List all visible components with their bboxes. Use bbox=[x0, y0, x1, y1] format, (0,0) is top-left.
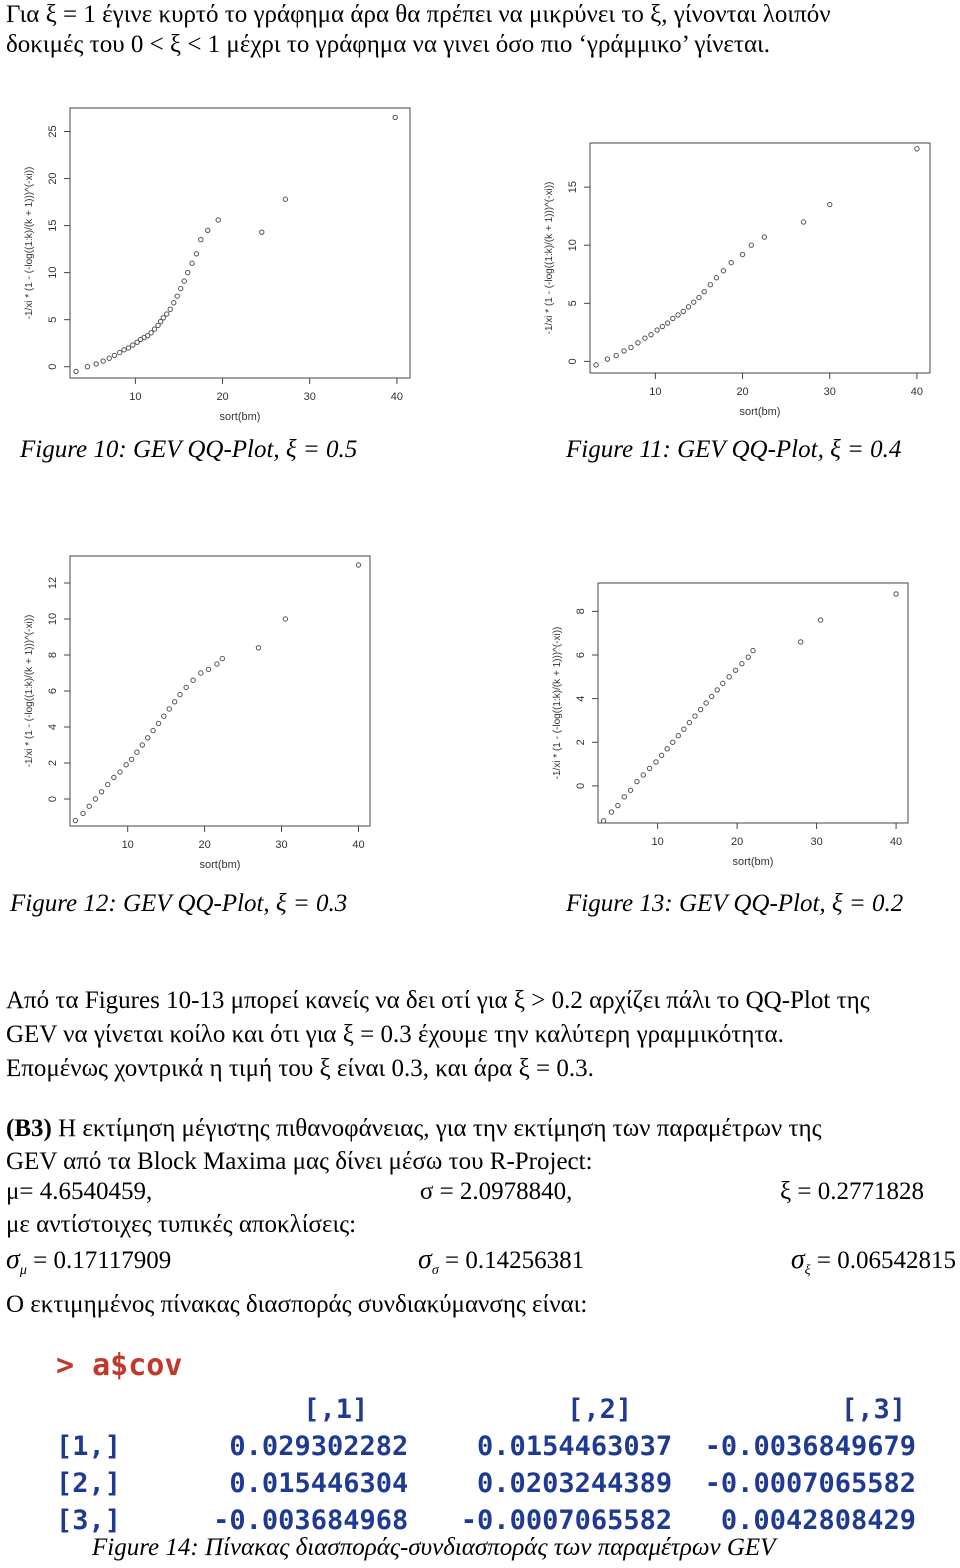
y-tick-label: 12 bbox=[47, 576, 59, 590]
x-tick-label: 40 bbox=[889, 836, 903, 848]
data-point bbox=[751, 648, 755, 652]
data-point bbox=[135, 750, 139, 754]
data-point bbox=[162, 714, 166, 718]
r-console-cov-output bbox=[56, 1348, 916, 1534]
data-point bbox=[709, 694, 713, 698]
x-tick-label: 10 bbox=[651, 836, 664, 848]
data-point bbox=[692, 300, 696, 304]
data-point bbox=[168, 307, 172, 311]
se-xi-value: = 0.06542815 bbox=[810, 1247, 956, 1274]
data-point bbox=[616, 803, 620, 807]
x-tick-label: 20 bbox=[198, 839, 211, 851]
se-sigma bbox=[418, 1244, 584, 1276]
data-point bbox=[283, 617, 287, 621]
x-tick-label: 20 bbox=[730, 836, 744, 848]
data-point bbox=[215, 662, 219, 666]
qq-plot-figure-12-svg bbox=[20, 548, 380, 888]
data-point bbox=[220, 656, 224, 660]
mu-estimate: μ= 4.6540459, bbox=[6, 1178, 153, 1205]
data-point bbox=[172, 700, 176, 704]
data-point bbox=[175, 294, 179, 298]
cov-cell: -0.0007065582 bbox=[704, 1468, 916, 1499]
y-axis-label: -1/xi * (1 - (-log((1:k)/(k + 1)))^(-xi)) bbox=[24, 166, 35, 320]
data-point bbox=[112, 775, 116, 779]
x-tick-label: 30 bbox=[303, 391, 316, 403]
data-point bbox=[609, 810, 613, 814]
data-point bbox=[199, 238, 203, 242]
cov-cell: -0.0007065582 bbox=[460, 1505, 673, 1536]
data-point bbox=[801, 220, 805, 224]
data-point bbox=[152, 327, 156, 331]
cov-row-label: [1,] bbox=[56, 1431, 122, 1462]
data-point bbox=[697, 295, 701, 299]
qq-plot-figure-11-svg bbox=[540, 135, 940, 435]
y-tick-label: 0 bbox=[47, 795, 59, 803]
data-point bbox=[161, 316, 165, 320]
x-tick-label: 10 bbox=[121, 839, 134, 851]
data-point bbox=[356, 563, 360, 567]
data-point bbox=[145, 736, 149, 740]
qq-plot-figure-13 bbox=[548, 575, 918, 885]
data-point bbox=[655, 328, 659, 332]
conclusion-line-2: GEV να γίνεται κοίλο και ότι για ξ = 0.3 έχουμε την καλύτερη γραμμικότητα. bbox=[6, 1021, 784, 1048]
data-point bbox=[715, 688, 719, 692]
data-point bbox=[676, 734, 680, 738]
x-tick-label: 20 bbox=[736, 386, 749, 398]
x-axis-label: sort(bm) bbox=[199, 859, 241, 871]
b3-line-2: GEV από τα Block Maxima μας δίνει μέσω του R-Project: bbox=[6, 1148, 593, 1175]
x-tick-label: 30 bbox=[823, 386, 836, 398]
y-tick-label: 8 bbox=[47, 651, 59, 659]
data-point bbox=[693, 714, 697, 718]
se-mu-value: = 0.17117909 bbox=[26, 1247, 172, 1274]
y-tick-label: 10 bbox=[47, 612, 59, 626]
cov-cell: 0.015446304 bbox=[229, 1468, 409, 1499]
data-point bbox=[206, 228, 210, 232]
cov-row-label: [3,] bbox=[56, 1505, 122, 1536]
y-tick-label: 2 bbox=[575, 739, 587, 746]
data-point bbox=[746, 655, 750, 659]
cov-matrix-table bbox=[56, 1394, 916, 1542]
data-point bbox=[140, 743, 144, 747]
data-point bbox=[594, 363, 598, 367]
y-tick-label: 15 bbox=[567, 181, 579, 194]
cov-cell: 0.0203244389 bbox=[477, 1468, 673, 1499]
x-tick-label: 40 bbox=[910, 386, 924, 398]
sigma-estimate: σ = 2.0978840, bbox=[419, 1178, 573, 1205]
plot-frame bbox=[590, 143, 930, 373]
plot-frame bbox=[598, 583, 908, 823]
data-point bbox=[622, 795, 626, 799]
y-tick-label: 6 bbox=[47, 687, 59, 695]
b3-line-1-text: Η εκτίμηση μέγιστης πιθανοφάνειας, για την εκτίμηση των παραμέτρων της bbox=[51, 1115, 822, 1142]
x-tick-label: 40 bbox=[390, 391, 404, 403]
data-point bbox=[636, 341, 640, 345]
data-point bbox=[190, 261, 194, 265]
cov-cell: 0.029302282 bbox=[229, 1431, 409, 1462]
qq-plot-figure-10-svg bbox=[20, 100, 420, 440]
data-point bbox=[178, 692, 182, 696]
data-point bbox=[749, 243, 753, 247]
y-tick-label: 15 bbox=[47, 219, 60, 232]
y-axis-label: -1/xi * (1 - (-log((1:k)/(k + 1)))^(-xi)) bbox=[552, 626, 563, 780]
cov-header-col-1: [,1] bbox=[303, 1394, 369, 1425]
data-point bbox=[101, 359, 105, 363]
cov-row-1 bbox=[56, 1431, 916, 1468]
conclusion-line-3: Επομένως χοντρικά η τιμή του ξ είναι 0.3, και άρα ξ = 0.3. bbox=[6, 1055, 594, 1082]
data-point bbox=[601, 819, 605, 823]
data-point bbox=[165, 312, 169, 316]
cov-cell: -0.003684968 bbox=[213, 1505, 409, 1536]
data-point bbox=[828, 202, 832, 206]
data-point bbox=[729, 260, 733, 264]
intro-line-1: Για ξ = 1 έγινε κυρτό το γράφημα άρα θα πρέπει να μικρύνει το ξ, γίνονται λοιπόν bbox=[6, 1, 831, 28]
y-tick-label: 2 bbox=[47, 759, 59, 767]
data-point bbox=[671, 316, 675, 320]
cov-cell: 0.0042808429 bbox=[720, 1505, 916, 1536]
data-point bbox=[172, 301, 176, 305]
y-tick-label: 10 bbox=[567, 239, 579, 252]
data-point bbox=[87, 804, 91, 808]
data-point bbox=[191, 678, 195, 682]
data-point bbox=[894, 592, 898, 596]
data-point bbox=[112, 353, 116, 357]
data-point bbox=[647, 766, 651, 770]
y-tick-label: 0 bbox=[575, 782, 587, 789]
y-tick-label: 4 bbox=[47, 723, 59, 731]
data-point bbox=[740, 662, 744, 666]
data-point bbox=[704, 701, 708, 705]
figure-14-caption: Figure 14: Πίνακας διασποράς-συνδιασποράς των παραμέτρων GEV bbox=[92, 1534, 776, 1561]
data-point bbox=[721, 269, 725, 273]
data-point bbox=[199, 671, 203, 675]
data-point bbox=[635, 779, 639, 783]
y-tick-label: 0 bbox=[47, 363, 59, 370]
data-point bbox=[85, 365, 89, 369]
data-point bbox=[129, 757, 133, 761]
figure-11-caption: Figure 11: GEV QQ-Plot, ξ = 0.4 bbox=[566, 436, 902, 463]
data-point bbox=[915, 147, 919, 151]
y-tick-label: 0 bbox=[567, 358, 579, 365]
data-point bbox=[124, 763, 128, 767]
data-point bbox=[665, 321, 669, 325]
se-xi-sub: ξ bbox=[804, 1263, 811, 1278]
x-tick-label: 40 bbox=[352, 839, 365, 851]
y-tick-label: 6 bbox=[575, 651, 587, 659]
data-point bbox=[131, 343, 135, 347]
data-point bbox=[156, 721, 160, 725]
data-point bbox=[93, 797, 97, 801]
data-point bbox=[681, 309, 685, 313]
se-intro: με αντίστοιχες τυπικές αποκλίσεις: bbox=[6, 1211, 357, 1238]
se-mu-sub: μ bbox=[19, 1263, 27, 1278]
x-axis-label: sort(bm) bbox=[739, 406, 781, 418]
data-point bbox=[762, 235, 766, 239]
se-xi bbox=[791, 1244, 956, 1276]
data-point bbox=[733, 668, 737, 672]
y-tick-label: 25 bbox=[47, 125, 59, 138]
data-point bbox=[698, 707, 702, 711]
qq-plot-figure-11 bbox=[540, 135, 940, 435]
data-point bbox=[740, 252, 744, 256]
b3-label: (B3) bbox=[6, 1115, 52, 1142]
data-point bbox=[283, 197, 287, 201]
y-tick-label: 8 bbox=[575, 608, 587, 615]
se-mu-symbol: σ bbox=[6, 1244, 20, 1275]
cov-row-label: [2,] bbox=[56, 1468, 122, 1499]
x-tick-label: 30 bbox=[810, 836, 823, 848]
intro-line-2: δοκιμές του 0 < ξ < 1 μέχρι το γράφημα να γινει όσο πιο ‘γράμμικο’ γίνεται. bbox=[6, 31, 771, 58]
data-point bbox=[727, 675, 731, 679]
data-point bbox=[256, 646, 260, 650]
data-point bbox=[99, 790, 103, 794]
data-point bbox=[216, 218, 220, 222]
data-point bbox=[605, 357, 609, 361]
data-point bbox=[798, 640, 802, 644]
standard-errors-row bbox=[6, 1244, 956, 1276]
x-axis-label: sort(bm) bbox=[732, 856, 774, 868]
console-prompt: > a$cov bbox=[56, 1348, 183, 1383]
figure-12-caption: Figure 12: GEV QQ-Plot, ξ = 0.3 bbox=[10, 890, 348, 917]
figure-10-caption: Figure 10: GEV QQ-Plot, ξ = 0.5 bbox=[20, 436, 358, 463]
data-point bbox=[206, 667, 210, 671]
xi-estimate: ξ = 0.2771828 bbox=[780, 1178, 924, 1205]
data-point bbox=[118, 770, 122, 774]
cov-intro: Ο εκτιμημένος πίνακας διασποράς συνδιακύμανσης είναι: bbox=[6, 1291, 588, 1318]
data-point bbox=[702, 289, 706, 293]
data-point bbox=[182, 279, 186, 283]
cov-header-col-2: [,2] bbox=[567, 1394, 633, 1425]
data-point bbox=[81, 811, 85, 815]
data-point bbox=[614, 353, 618, 357]
data-point bbox=[641, 773, 645, 777]
data-point bbox=[643, 336, 647, 340]
data-point bbox=[708, 283, 712, 287]
data-point bbox=[105, 782, 109, 786]
data-point bbox=[687, 720, 691, 724]
data-point bbox=[721, 681, 725, 685]
y-tick-label: 5 bbox=[47, 316, 59, 323]
data-point bbox=[179, 286, 183, 290]
data-point bbox=[676, 313, 680, 317]
data-point bbox=[260, 230, 264, 234]
cov-row-2 bbox=[56, 1468, 916, 1505]
data-point bbox=[665, 747, 669, 751]
conclusion-line-1: Από τα Figures 10-13 μπορεί κανείς να δει οτί για ξ > 0.2 αρχίζει πάλι το QQ-Plot της bbox=[6, 987, 870, 1014]
figure-13-caption: Figure 13: GEV QQ-Plot, ξ = 0.2 bbox=[566, 890, 904, 917]
x-axis-label: sort(bm) bbox=[219, 411, 261, 423]
data-point bbox=[194, 252, 198, 256]
mle-estimates-row bbox=[6, 1178, 956, 1206]
data-point bbox=[73, 818, 77, 822]
cov-header-col-3: [,3] bbox=[840, 1394, 906, 1425]
data-point bbox=[659, 753, 663, 757]
se-mu bbox=[6, 1244, 171, 1276]
data-point bbox=[184, 685, 188, 689]
se-xi-symbol: σ bbox=[790, 1244, 805, 1275]
data-point bbox=[649, 332, 653, 336]
data-point bbox=[122, 348, 126, 352]
data-point bbox=[628, 788, 632, 792]
data-point bbox=[622, 349, 626, 353]
qq-plot-figure-12 bbox=[20, 548, 380, 888]
cov-header-row bbox=[56, 1394, 916, 1431]
y-tick-label: 20 bbox=[46, 172, 59, 185]
y-axis-label: -1/xi * (1 - (-log((1:k)/(k + 1)))^(-xi)) bbox=[544, 181, 555, 335]
data-point bbox=[654, 760, 658, 764]
se-sigma-sub: σ bbox=[431, 1263, 439, 1278]
x-tick-label: 30 bbox=[275, 839, 288, 851]
y-tick-label: 10 bbox=[47, 266, 59, 279]
y-axis-label: -1/xi * (1 - (-log((1:k)/(k + 1)))^(-xi)) bbox=[24, 614, 35, 768]
data-point bbox=[185, 270, 189, 274]
data-point bbox=[74, 369, 78, 373]
cov-header-corner bbox=[56, 1394, 150, 1431]
data-point bbox=[94, 362, 98, 366]
data-point bbox=[167, 707, 171, 711]
plot-frame bbox=[70, 556, 370, 826]
data-point bbox=[126, 346, 130, 350]
plot-frame bbox=[70, 108, 410, 378]
se-sigma-symbol: σ bbox=[418, 1244, 432, 1275]
x-tick-label: 10 bbox=[129, 391, 142, 403]
data-point bbox=[117, 350, 121, 354]
cov-cell: -0.0036849679 bbox=[704, 1431, 916, 1462]
qq-plot-figure-13-svg bbox=[548, 575, 918, 885]
cov-cell: 0.0154463037 bbox=[477, 1431, 673, 1462]
x-tick-label: 10 bbox=[649, 386, 662, 398]
data-point bbox=[671, 740, 675, 744]
data-point bbox=[682, 727, 686, 731]
data-point bbox=[149, 331, 153, 335]
data-point bbox=[660, 324, 664, 328]
data-point bbox=[393, 115, 397, 119]
y-tick-label: 4 bbox=[575, 695, 587, 702]
x-tick-label: 20 bbox=[216, 391, 229, 403]
data-point bbox=[686, 305, 690, 309]
qq-plot-figure-10 bbox=[20, 100, 420, 440]
data-point bbox=[629, 345, 633, 349]
data-point bbox=[107, 356, 111, 360]
data-point bbox=[714, 276, 718, 280]
data-point bbox=[151, 728, 155, 732]
data-point bbox=[818, 618, 822, 622]
y-tick-label: 5 bbox=[567, 300, 579, 307]
b3-line-1 bbox=[6, 1114, 956, 1144]
se-sigma-value: = 0.14256381 bbox=[438, 1247, 585, 1274]
